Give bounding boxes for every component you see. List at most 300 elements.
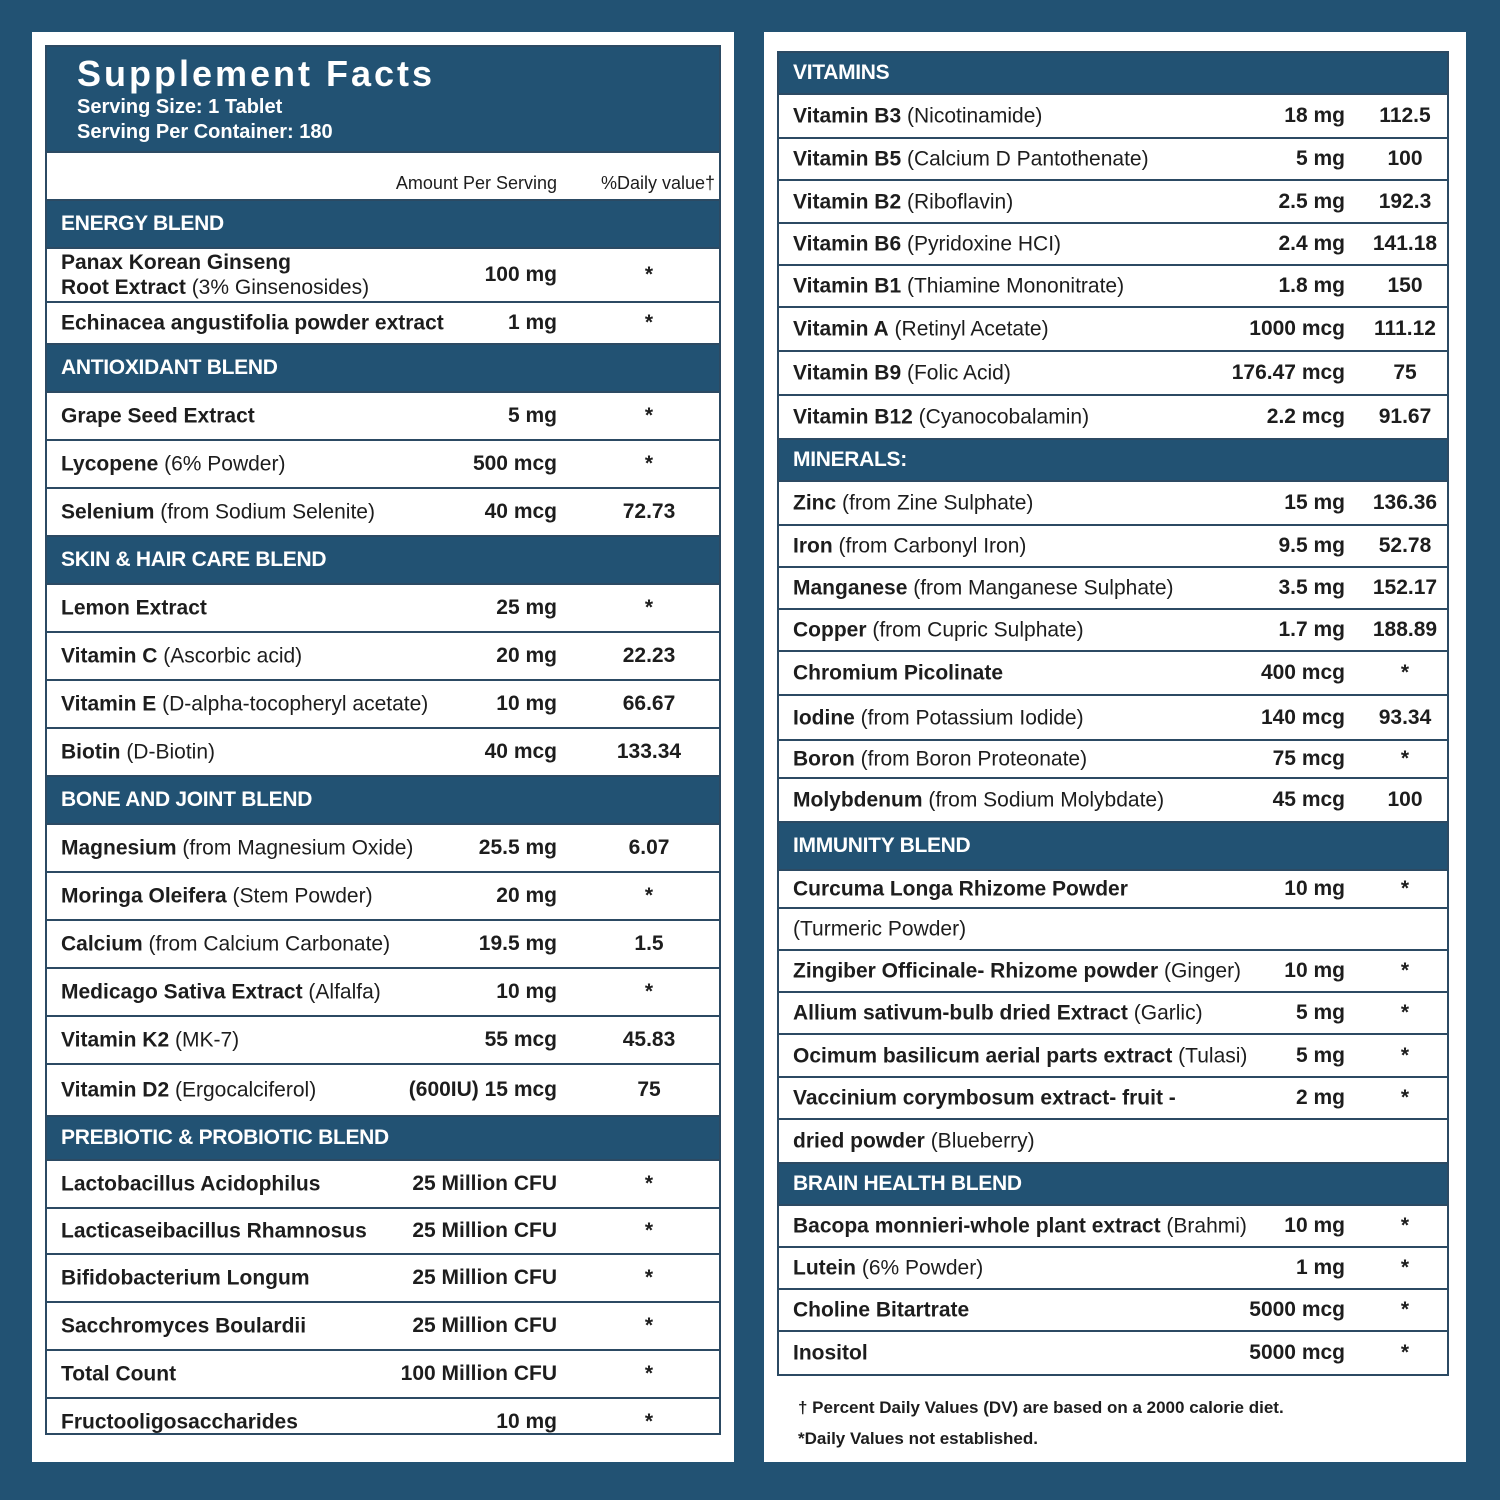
nutrient-name-bold: Lemon Extract	[61, 596, 207, 620]
servings-per-container: Serving Per Container: 180	[77, 121, 333, 143]
amount-per-serving: 5 mg	[1295, 1043, 1345, 1067]
nutrient-name-bold: Panax Korean Ginseng	[61, 251, 291, 274]
nutrient-name-bold: Vitamin B1	[793, 274, 902, 298]
section-title: BONE AND JOINT BLEND	[61, 788, 313, 811]
daily-value: *	[644, 1219, 654, 1242]
nutrient-row	[779, 1035, 1447, 1078]
daily-value: 93.34	[1378, 705, 1432, 729]
nutrient-source: (Ascorbic acid)	[157, 644, 303, 668]
nutrient-name	[793, 1298, 969, 1323]
nutrient-row	[779, 396, 1447, 440]
daily-value: *	[644, 1314, 654, 1337]
daily-value: *	[644, 452, 654, 475]
nutrient-row	[779, 993, 1447, 1035]
amount-per-serving: 9.5 mg	[1278, 534, 1345, 557]
nutrient-name-bold: Vitamin A	[793, 317, 889, 341]
amount-per-serving: 25 mg	[496, 596, 557, 619]
amount-per-serving: 10 mg	[1284, 959, 1345, 982]
nutrient-name-bold: Vitamin B3	[793, 104, 902, 128]
amount-per-serving: 176.47 mcg	[1231, 361, 1345, 384]
amount-per-serving: 2.4 mg	[1278, 232, 1345, 255]
daily-value: *	[644, 596, 654, 619]
section-header	[47, 201, 719, 249]
nutrient-name	[61, 884, 373, 909]
daily-value: *	[644, 404, 654, 427]
daily-value: 45.83	[622, 1028, 676, 1051]
nutrient-row	[47, 1017, 719, 1065]
nutrient-name-bold: Echinacea angustifolia powder extract	[61, 311, 444, 335]
amount-per-serving: 15 mg	[1284, 491, 1345, 514]
daily-value: *	[644, 1172, 654, 1195]
nutrient-source: (Retinyl Acetate)	[888, 317, 1049, 341]
daily-value: 22.23	[622, 644, 676, 667]
daily-value: *	[1400, 661, 1410, 684]
nutrient-name-bold: Vitamin K2	[61, 1028, 170, 1052]
amount-per-serving: 40 mcg	[484, 740, 557, 763]
nutrient-name	[61, 596, 207, 621]
nutrient-name	[793, 317, 1049, 342]
nutrient-name	[793, 147, 1149, 172]
daily-value: 111.12	[1374, 317, 1436, 340]
amount-per-serving: 1 mg	[507, 311, 557, 334]
amount-per-serving: 40 mcg	[484, 500, 557, 523]
nutrient-row	[47, 489, 719, 537]
nutrient-name-bold: Magnesium	[61, 836, 177, 860]
nutrient-row	[47, 873, 719, 921]
amount-per-serving: 2.5 mg	[1278, 189, 1345, 213]
amount-per-serving: 20 mg	[496, 884, 557, 907]
nutrient-name-bold: Zingiber Officinale- Rhizome powder	[793, 959, 1159, 983]
daily-value: *	[1400, 1341, 1410, 1364]
nutrient-name	[61, 452, 285, 477]
nutrient-row	[47, 921, 719, 969]
amount-per-serving: 5 mg	[1295, 1001, 1345, 1024]
amount-per-serving: 25 Million CFU	[412, 1314, 557, 1337]
nutrient-name	[793, 1043, 1247, 1068]
amount-per-serving: 75 mcg	[1272, 747, 1345, 770]
nutrient-source: (D-alpha-tocopheryl acetate)	[156, 692, 429, 716]
nutrient-row	[47, 1351, 719, 1399]
daily-value: *	[1400, 1214, 1410, 1237]
nutrient-name	[793, 274, 1124, 299]
amount-per-serving: 10 mg	[496, 980, 557, 1003]
amount-per-serving: 25.5 mg	[478, 836, 557, 859]
nutrient-source: (Tulasi)	[1172, 1044, 1248, 1067]
footnote-not-established: *Daily Values not established.	[798, 1429, 1038, 1448]
right-rows	[779, 53, 1447, 1374]
nutrient-name-bold-line2: Root Extract	[61, 276, 186, 299]
nutrient-name	[793, 917, 966, 942]
nutrient-row	[47, 1065, 719, 1117]
footnote-daily-value: † Percent Daily Values (DV) are based on a 2000 calorie diet.	[798, 1398, 1284, 1417]
daily-value: *	[644, 884, 654, 907]
nutrient-name	[61, 1410, 298, 1435]
nutrient-name-bold: Vitamin B6	[793, 232, 902, 256]
nutrient-name	[793, 405, 1089, 430]
nutrient-source: (Pyridoxine HCI)	[901, 232, 1062, 256]
nutrient-row	[47, 729, 719, 777]
nutrient-source: (Alfalfa)	[302, 980, 381, 1004]
amount-per-serving: 20 mg	[496, 644, 557, 667]
nutrient-name	[61, 1314, 306, 1339]
nutrient-name	[793, 576, 1174, 601]
daily-value: *	[1400, 877, 1410, 900]
page-title: Supplement Facts	[77, 53, 436, 94]
section-title: VITAMINS	[793, 61, 890, 84]
nutrient-row	[47, 1161, 719, 1209]
nutrient-row	[779, 610, 1447, 652]
daily-value: *	[1400, 959, 1410, 982]
nutrient-source: (6% Powder)	[856, 1256, 984, 1280]
nutrient-source: (from Calcium Carbonate)	[142, 932, 391, 956]
nutrient-name-bold: Copper	[793, 618, 867, 642]
section-header	[47, 345, 719, 393]
nutrient-name-bold: Allium sativum-bulb dried Extract	[793, 1001, 1128, 1025]
nutrient-name-bold: dried powder	[793, 1129, 925, 1153]
facts-header	[47, 47, 719, 153]
nutrient-row	[779, 308, 1447, 352]
nutrient-row	[47, 393, 719, 441]
nutrient-name	[793, 661, 1003, 686]
daily-value: 188.89	[1372, 618, 1438, 641]
nutrient-row	[47, 1255, 719, 1303]
nutrient-row	[779, 1206, 1447, 1248]
nutrient-name-bold: Manganese	[793, 576, 908, 600]
nutrient-name-bold: Iodine	[793, 706, 855, 729]
nutrient-name-bold: Lactobacillus Acidophilus	[61, 1172, 321, 1196]
nutrient-name-bold: Chromium Picolinate	[793, 661, 1004, 685]
daily-value: 112.5	[1379, 104, 1431, 127]
amount-per-serving: 100 mg	[484, 263, 557, 286]
nutrient-row	[779, 951, 1447, 993]
nutrient-source: (D-Biotin)	[120, 740, 215, 764]
nutrient-name	[61, 311, 444, 336]
daily-value: 1.5	[634, 932, 664, 955]
nutrient-name-bold: Total Count	[61, 1362, 177, 1386]
nutrient-name	[793, 232, 1061, 257]
amount-per-serving: 2.2 mcg	[1266, 405, 1345, 428]
nutrient-name	[793, 618, 1084, 643]
section-title: BRAIN HEALTH BLEND	[793, 1172, 1022, 1195]
nutrient-name-bold: Vaccinium corymbosum extract- fruit -	[793, 1086, 1176, 1110]
nutrient-name	[793, 1129, 1035, 1154]
nutrient-name	[61, 1172, 320, 1197]
column-header-row	[47, 153, 719, 201]
nutrient-name	[61, 1362, 176, 1387]
section-header	[779, 823, 1447, 871]
nutrient-name-bold: Vitamin C	[61, 644, 158, 668]
daily-value: 75	[637, 1078, 661, 1101]
section-title: ENERGY BLEND	[61, 212, 224, 235]
daily-value: *	[1400, 1043, 1410, 1067]
nutrient-source: (from Potassium Iodide)	[854, 706, 1084, 729]
nutrient-name	[793, 877, 1128, 902]
nutrient-source: (Folic Acid)	[901, 361, 1011, 385]
nutrient-source: (Ergocalciferol)	[169, 1078, 317, 1102]
daily-value: *	[644, 1266, 654, 1289]
nutrient-source: (Stem Powder)	[226, 884, 373, 908]
daily-value: 100	[1387, 147, 1423, 170]
nutrient-row	[779, 1120, 1447, 1164]
daily-value: 136.36	[1372, 491, 1438, 514]
daily-value: *	[644, 311, 654, 334]
nutrient-name-bold: Bifidobacterium Longum	[61, 1266, 310, 1290]
nutrient-name-bold: Lacticaseibacillus Rhamnosus	[61, 1219, 367, 1243]
nutrient-row	[779, 696, 1447, 741]
nutrient-name-bold: Fructooligosaccharides	[61, 1410, 298, 1434]
nutrient-name-bold: Vitamin E	[61, 692, 157, 716]
section-header	[47, 1117, 719, 1161]
amount-per-serving: 500 mcg	[472, 452, 557, 475]
nutrient-name-bold: Lycopene	[61, 452, 159, 476]
nutrient-source: (from Zine Sulphate)	[836, 491, 1034, 515]
nutrient-name-bold: Boron	[793, 747, 855, 771]
daily-value: *	[1400, 1298, 1410, 1321]
column-header-amount: Amount Per Serving	[395, 173, 557, 193]
supplement-facts-table-left	[45, 45, 721, 1435]
nutrient-source: (from Sodium Molybdate)	[922, 788, 1165, 812]
nutrient-name	[793, 1214, 1247, 1239]
nutrient-row	[47, 825, 719, 873]
nutrient-source: (Calcium D Pantothenate)	[901, 147, 1149, 171]
section-header	[779, 53, 1447, 95]
nutrient-name-bold: Vitamin D2	[61, 1078, 170, 1102]
amount-per-serving: 25 Million CFU	[412, 1172, 557, 1195]
amount-per-serving: 25 Million CFU	[412, 1266, 557, 1289]
daily-value: *	[1400, 1256, 1410, 1279]
nutrient-row	[779, 1332, 1447, 1374]
nutrient-name-bold: Vitamin B2	[793, 190, 902, 213]
amount-per-serving: (600IU) 15 mcg	[408, 1078, 557, 1101]
nutrient-source: (Ginger)	[1158, 959, 1242, 983]
amount-per-serving: 5 mg	[1295, 147, 1345, 170]
nutrient-row	[779, 266, 1447, 308]
nutrient-source: (Cyanocobalamin)	[912, 405, 1090, 429]
amount-per-serving: 3.5 mg	[1278, 576, 1345, 599]
nutrient-name	[793, 491, 1033, 516]
daily-value: 192.3	[1378, 189, 1432, 213]
daily-value: *	[644, 980, 654, 1003]
daily-value: 75	[1393, 361, 1417, 384]
nutrient-name	[793, 1256, 983, 1281]
nutrient-row	[47, 1303, 719, 1351]
amount-per-serving: 10 mg	[1284, 1214, 1345, 1237]
nutrient-row	[779, 224, 1447, 266]
daily-value: *	[1400, 1086, 1410, 1109]
section-header	[47, 777, 719, 825]
nutrient-row	[779, 482, 1447, 526]
nutrient-name	[61, 692, 428, 717]
nutrient-row	[779, 1290, 1447, 1332]
nutrient-name	[61, 836, 413, 861]
nutrient-row	[779, 652, 1447, 696]
nutrient-row	[779, 352, 1447, 396]
nutrient-name-bold: Lutein	[793, 1256, 856, 1280]
nutrient-name	[793, 747, 1087, 772]
nutrient-source: (from Boron Proteonate)	[854, 747, 1088, 771]
nutrient-row	[779, 1248, 1447, 1290]
amount-per-serving: 55 mcg	[484, 1028, 557, 1051]
amount-per-serving: 5000 mcg	[1249, 1298, 1345, 1321]
amount-per-serving: 5000 mcg	[1249, 1341, 1345, 1364]
nutrient-source: (6% Powder)	[158, 452, 286, 476]
nutrient-name	[793, 1086, 1176, 1111]
nutrient-name	[61, 980, 381, 1005]
nutrient-name	[793, 534, 1026, 559]
nutrient-source: (from Carbonyl Iron)	[832, 534, 1027, 558]
nutrient-row	[47, 681, 719, 729]
daily-value: 152.17	[1372, 576, 1438, 599]
nutrient-name	[793, 788, 1164, 813]
nutrient-name-bold: Vitamin B12	[793, 405, 913, 429]
nutrient-source: (Riboflavin)	[901, 190, 1014, 213]
nutrient-name-bold: Inositol	[793, 1341, 868, 1365]
section-header	[779, 1164, 1447, 1206]
nutrient-name	[793, 104, 1042, 129]
nutrient-source: (Garlic)	[1127, 1001, 1203, 1025]
nutrient-row	[47, 1399, 719, 1445]
amount-per-serving: 2 mg	[1295, 1086, 1345, 1109]
nutrient-row	[47, 249, 719, 303]
nutrient-name	[793, 959, 1241, 984]
nutrient-name	[61, 932, 390, 957]
daily-value: 91.67	[1378, 405, 1432, 428]
nutrient-name	[61, 644, 302, 669]
nutrient-name-bold: Molybdenum	[793, 788, 923, 812]
nutrient-source: (MK-7)	[169, 1028, 240, 1052]
nutrient-name-bold: Vitamin B9	[793, 361, 902, 385]
nutrient-name	[793, 189, 1013, 214]
amount-per-serving: 10 mg	[1284, 877, 1345, 900]
nutrient-name-bold: Zinc	[793, 491, 837, 515]
nutrient-row	[779, 909, 1447, 951]
nutrient-source: (Thiamine Mononitrate)	[901, 274, 1125, 298]
nutrient-row	[779, 1078, 1447, 1120]
nutrient-row	[779, 871, 1447, 909]
amount-per-serving: 1.8 mg	[1278, 274, 1345, 297]
daily-value: 100	[1387, 788, 1423, 811]
left-panel	[32, 32, 734, 1462]
daily-value: *	[1400, 747, 1410, 770]
nutrient-row	[779, 526, 1447, 568]
nutrient-name	[61, 250, 369, 300]
nutrient-source: (Brahmi)	[1160, 1214, 1247, 1238]
nutrient-row	[47, 441, 719, 489]
nutrient-name	[61, 1266, 310, 1291]
nutrient-source: (Blueberry)	[924, 1129, 1035, 1153]
nutrient-name-bold: Selenium	[61, 500, 155, 524]
nutrient-name	[61, 1078, 316, 1103]
nutrient-name-bold: Medicago Sativa Extract	[61, 980, 303, 1004]
nutrient-row	[47, 969, 719, 1017]
daily-value: 72.73	[622, 500, 676, 523]
amount-per-serving: 19.5 mg	[478, 932, 557, 955]
daily-value: 133.34	[616, 740, 682, 763]
nutrient-row	[47, 633, 719, 681]
nutrient-name	[793, 1001, 1203, 1026]
nutrient-source: (Nicotinamide)	[901, 104, 1043, 128]
nutrient-source: (3% Ginsenosides)	[185, 276, 370, 299]
amount-per-serving: 1000 mcg	[1249, 317, 1345, 340]
nutrient-row	[779, 741, 1447, 779]
daily-value: *	[644, 1362, 654, 1385]
nutrient-name	[793, 361, 1011, 386]
amount-per-serving: 140 mcg	[1260, 705, 1345, 729]
amount-per-serving: 25 Million CFU	[412, 1219, 557, 1242]
section-title: SKIN & HAIR CARE BLEND	[61, 548, 327, 571]
nutrient-name	[61, 740, 215, 765]
nutrient-row	[779, 779, 1447, 823]
nutrient-name	[61, 1219, 367, 1244]
nutrient-source: (from Manganese Sulphate)	[907, 576, 1174, 600]
nutrient-source: (from Sodium Selenite)	[154, 500, 375, 524]
nutrient-name-bold: Grape Seed Extract	[61, 404, 255, 428]
nutrient-source: (from Magnesium Oxide)	[176, 836, 414, 860]
section-title: MINERALS:	[793, 448, 907, 471]
nutrient-name	[61, 404, 255, 429]
nutrient-name-bold: Vitamin B5	[793, 147, 902, 171]
amount-per-serving: 100 Million CFU	[400, 1362, 557, 1385]
nutrient-source: (Turmeric Powder)	[793, 917, 967, 941]
nutrient-row	[779, 568, 1447, 610]
amount-per-serving: 45 mcg	[1272, 788, 1345, 811]
nutrient-name-bold: Ocimum basilicum aerial parts extract	[793, 1044, 1173, 1067]
nutrient-row	[47, 585, 719, 633]
nutrient-source: (from Cupric Sulphate)	[866, 618, 1084, 642]
section-title: ANTIOXIDANT BLEND	[61, 356, 278, 379]
daily-value: *	[1400, 1001, 1410, 1024]
amount-per-serving: 18 mg	[1284, 104, 1345, 127]
nutrient-name	[793, 705, 1084, 730]
nutrient-name	[61, 500, 375, 525]
amount-per-serving: 10 mg	[496, 692, 557, 715]
section-title: PREBIOTIC & PROBIOTIC BLEND	[61, 1126, 389, 1149]
column-header-daily-value: %Daily value†	[600, 173, 715, 193]
nutrient-name-bold: Calcium	[61, 932, 143, 956]
nutrient-row	[779, 139, 1447, 181]
daily-value: 52.78	[1378, 534, 1432, 557]
nutrient-row	[47, 303, 719, 345]
nutrient-row	[779, 181, 1447, 224]
nutrient-name-bold: Choline Bitartrate	[793, 1298, 970, 1322]
section-header	[47, 537, 719, 585]
amount-per-serving: 1.7 mg	[1278, 618, 1345, 641]
daily-value: 150	[1387, 274, 1423, 297]
serving-size: Serving Size: 1 Tablet	[77, 96, 283, 118]
nutrient-name-bold: Biotin	[61, 740, 121, 764]
footnotes	[798, 1392, 1284, 1454]
supplement-facts-table-right	[777, 51, 1449, 1376]
daily-value: *	[644, 263, 654, 286]
section-title: IMMUNITY BLEND	[793, 834, 971, 857]
right-panel	[764, 32, 1466, 1462]
amount-per-serving: 5 mg	[507, 404, 557, 427]
daily-value: 141.18	[1372, 232, 1438, 255]
nutrient-name	[61, 1028, 239, 1053]
amount-per-serving: 10 mg	[496, 1410, 557, 1433]
nutrient-row	[47, 1209, 719, 1255]
amount-per-serving: 400 mcg	[1260, 661, 1345, 684]
nutrient-name-bold: Iron	[793, 534, 833, 558]
nutrient-name	[793, 1341, 868, 1366]
nutrient-row	[779, 95, 1447, 139]
nutrient-name-bold: Bacopa monnieri-whole plant extract	[793, 1214, 1161, 1238]
nutrient-name-bold: Curcuma Longa Rhizome Powder	[793, 877, 1128, 901]
daily-value: 66.67	[622, 692, 676, 715]
section-header	[779, 440, 1447, 482]
nutrient-name-bold: Sacchromyces Boulardii	[61, 1314, 307, 1338]
left-rows	[47, 201, 719, 1445]
